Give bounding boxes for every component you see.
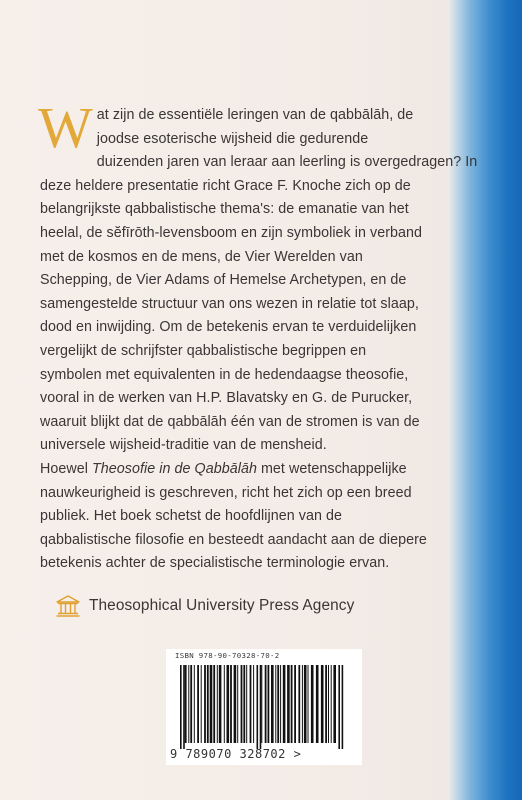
blurb-text bbox=[38, 95, 478, 576]
publisher-name: Theosophical University Press Agency bbox=[89, 597, 355, 614]
barcode-bars bbox=[178, 665, 350, 749]
blurb-line: duizenden jaren van leraar aan leerling is overgedragen? In bbox=[96, 154, 478, 171]
barcode-bar bbox=[185, 665, 187, 743]
barcode-bar bbox=[204, 665, 206, 743]
blurb-paragraph-1 bbox=[38, 95, 478, 458]
blurb-line: deze heldere presentatie richt Grace F. Knoche zich op de bbox=[40, 177, 411, 194]
barcode-bar bbox=[265, 665, 267, 743]
barcode-guard-bar bbox=[260, 665, 262, 749]
barcode-number: 9 789070 328702 bbox=[170, 747, 286, 761]
book-title: Theosofie in de Qabbālāh bbox=[92, 460, 257, 477]
isbn-label: ISBN 978-90-70328-70-2 bbox=[175, 651, 280, 660]
blurb-line: vergelijkt de schrijfster qabbalistische begrippen en bbox=[40, 342, 367, 359]
blurb-text-run: Hoewel bbox=[40, 460, 93, 477]
barcode-bar bbox=[271, 665, 274, 743]
barcode-bar bbox=[230, 665, 232, 743]
barcode-bar bbox=[311, 665, 314, 743]
barcode-bar bbox=[197, 665, 199, 743]
barcode-bar bbox=[241, 665, 243, 743]
blurb-line: samengestelde structuur van ons wezen in relatie tot slaap, bbox=[40, 295, 419, 312]
barcode-bar bbox=[287, 665, 290, 743]
blurb-text-run: met wetenschappelijke bbox=[256, 460, 407, 477]
barcode-bar bbox=[298, 665, 300, 743]
barcode-bar bbox=[237, 665, 238, 743]
barcode-bar bbox=[190, 665, 192, 743]
blurb-line: belangrijkste qabbalistische thema's: de emanatie van het bbox=[40, 201, 409, 218]
barcode-guard-bar bbox=[180, 665, 182, 749]
blurb-line: publiek. Het boek schetst de hoofdlijnen van de bbox=[40, 508, 342, 525]
barcode-bar bbox=[234, 665, 237, 743]
barcode-bar bbox=[331, 665, 332, 743]
barcode-digits bbox=[170, 747, 360, 761]
blurb-line: symbolen met equivalenten in de hedendaagse theosofie, bbox=[40, 366, 409, 383]
barcode-bar bbox=[201, 665, 202, 743]
barcode-bar bbox=[227, 665, 230, 743]
publisher-block bbox=[55, 593, 354, 619]
barcode-bar bbox=[210, 665, 213, 743]
barcode-bar bbox=[308, 665, 309, 743]
barcode-bar bbox=[328, 665, 329, 743]
blurb-line bbox=[40, 458, 430, 482]
blurb-line: at zijn de essentiële leringen van de qabbālāh, de bbox=[96, 107, 414, 123]
barcode-guard-bar bbox=[338, 665, 340, 749]
barcode-bar bbox=[283, 665, 286, 743]
blue-spine-gradient bbox=[448, 0, 522, 800]
isbn-barcode bbox=[166, 649, 362, 765]
blurb-line: heelal, de sĕfīrōth-levensboom en zijn symboliek in verband bbox=[40, 224, 423, 241]
drop-cap: W bbox=[38, 95, 93, 160]
barcode-bar bbox=[302, 665, 303, 743]
barcode-bar bbox=[261, 665, 262, 743]
barcode-bar bbox=[250, 665, 252, 743]
blurb-line: waaruit blijkt dat de qabbālāh één van de stromen is van de bbox=[40, 413, 420, 430]
barcode-bar bbox=[275, 665, 276, 743]
blurb-line: Schepping, de Vier Adams of Hemelse Archetypen, en de bbox=[40, 272, 407, 289]
barcode-bar bbox=[316, 665, 319, 743]
barcode-bar bbox=[213, 665, 215, 743]
barcode-bar bbox=[219, 665, 222, 743]
blurb-line: met de kosmos en de mens, de Vier Werelden van bbox=[40, 248, 363, 265]
barcode-bar bbox=[294, 665, 296, 743]
barcode-guard-bar bbox=[183, 665, 185, 749]
barcode-bar bbox=[246, 665, 247, 743]
barcode-bar bbox=[333, 665, 336, 743]
barcode-bar bbox=[224, 665, 225, 743]
barcode-bar bbox=[321, 665, 324, 743]
barcode-guard-bar bbox=[342, 665, 344, 749]
barcode-bar bbox=[217, 665, 218, 743]
barcode-bar bbox=[188, 665, 189, 743]
barcode-bar bbox=[243, 665, 245, 743]
blurb-paragraph-2 bbox=[40, 458, 430, 576]
barcode-bar bbox=[207, 665, 209, 743]
barcode-arrow: > bbox=[293, 747, 302, 761]
barcode-bar bbox=[194, 665, 195, 743]
barcode-bar bbox=[280, 665, 281, 743]
blurb-line: qabbalistische filosofie en besteedt aandacht aan de diepere bbox=[40, 531, 427, 548]
blurb-line: vooral in de werken van H.P. Blavatsky en G. de Purucker, bbox=[40, 390, 413, 407]
barcode-bar bbox=[268, 665, 270, 743]
barcode-bar bbox=[277, 665, 279, 743]
blurb-line: universele wijsheid-traditie van de mensheid. bbox=[40, 437, 327, 454]
barcode-bar bbox=[304, 665, 307, 743]
barcode-bar bbox=[253, 665, 254, 743]
blurb-line: nauwkeurigheid is geschreven, richt het zich op een breed bbox=[40, 484, 412, 501]
blurb-line: dood en inwijding. Om de betekenis ervan te verduidelijken bbox=[40, 319, 417, 336]
blurb-line: joodse esoterische wijsheid die gedurende bbox=[96, 130, 369, 147]
barcode-bar bbox=[325, 665, 327, 743]
blurb-line: betekenis achter de specialistische terminologie ervan. bbox=[40, 555, 390, 572]
barcode-guard-bar bbox=[257, 665, 259, 749]
temple-logo-icon bbox=[55, 593, 81, 619]
barcode-bar bbox=[291, 665, 293, 743]
